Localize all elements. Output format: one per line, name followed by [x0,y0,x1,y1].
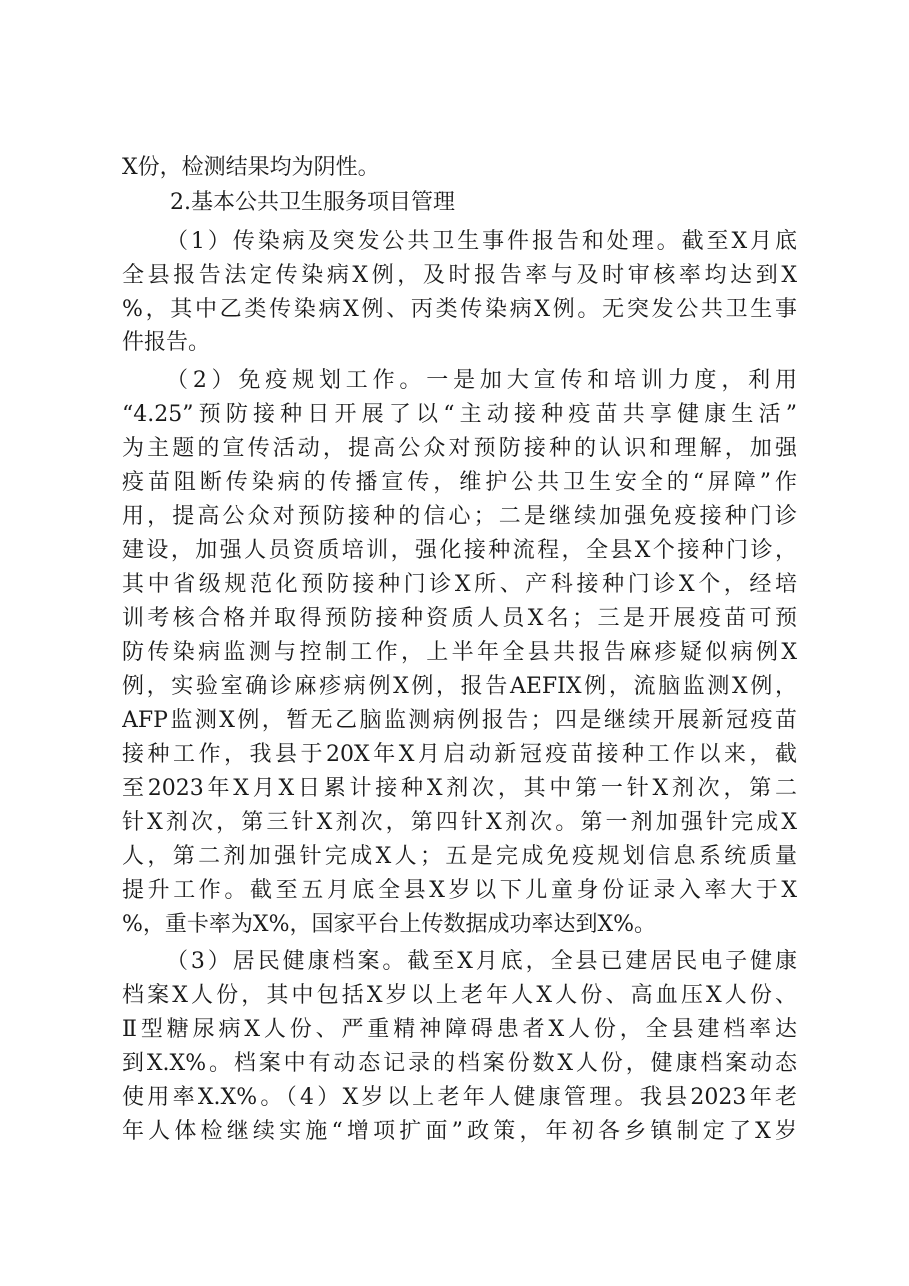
text-line: 用，提高公众对预防接种的信心；二是继续加强免疫接种门诊 [122,504,797,529]
text-line: 全县报告法定传染病X例，及时报告率与及时审核率均达到X [122,263,797,288]
text-line: 接种工作，我县于20X年X月启动新冠疫苗接种工作以来，截 [122,742,797,767]
text-line: 建设，加强人员资质培训，强化接种流程，全县X个接种门诊， [122,538,797,563]
text-line: 年人体检继续实施“增项扩面”政策，年初各乡镇制定了X岁 [122,1119,797,1144]
text-line: 到X.X%。档案中有动态记录的档案份数X人份，健康档案动态 [122,1051,797,1076]
text-line: 件报告。 [122,330,211,355]
text-line: 档案X人份，其中包括X岁以上老年人X人份、高血压X人份、 [122,983,797,1008]
text-line: （1）传染病及突发公共卫生事件报告和处理。截至X月底 [166,229,797,254]
text-line: AFP监测X例，暂无乙脑监测病例报告；四是继续开展新冠疫苗 [122,708,797,733]
text-line: （3）居民健康档案。截至X月底，全县已建居民电子健康 [166,949,797,974]
text-line: 使用率X.X%。（4）X岁以上老年人健康管理。我县2023年老 [122,1085,797,1110]
text-line: 防传染病监测与控制工作，上半年全县共报告麻疹疑似病例X [122,640,797,665]
text-line: 例，实验室确诊麻疹病例X例，报告AEFIX例，流脑监测X例， [122,674,797,699]
text-line: Ⅱ型糖尿病X人份、严重精神障碍患者X人份，全县建档率达 [122,1017,797,1042]
text-line: 提升工作。截至五月底全县X岁以下儿童身份证录入率大于X [122,878,797,903]
text-line: 至2023年X月X日累计接种X剂次，其中第一针X剂次，第二 [122,776,797,801]
text-line: 其中省级规范化预防接种门诊X所、产科接种门诊X个，经培 [122,572,797,597]
text-line: 针X剂次，第三针X剂次，第四针X剂次。第一剂加强针完成X [122,810,797,835]
text-line: “4.25”预防接种日开展了以“主动接种疫苗共享健康生活” [122,402,797,427]
text-line: 人，第二剂加强针完成X人；五是完成免疫规划信息系统质量 [122,844,797,869]
text-line: 训考核合格并取得预防接种资质人员X名；三是开展疫苗可预 [122,606,797,631]
text-line: （2）免疫规划工作。一是加大宣传和培训力度，利用 [166,368,797,393]
text-line: %，重卡率为X%，国家平台上传数据成功率达到X%。 [122,912,657,937]
text-line: 为主题的宣传活动，提高公众对预防接种的认识和理解，加强 [122,436,797,461]
text-line: X份，检测结果均为阴性。 [122,155,380,180]
text-line: 疫苗阻断传染病的传播宣传，维护公共卫生安全的“屏障”作 [122,470,797,495]
text-line: %，其中乙类传染病X例、丙类传染病X例。无突发公共卫生事 [122,297,797,322]
section-heading: 2.基本公共卫生服务项目管理 [170,190,455,215]
